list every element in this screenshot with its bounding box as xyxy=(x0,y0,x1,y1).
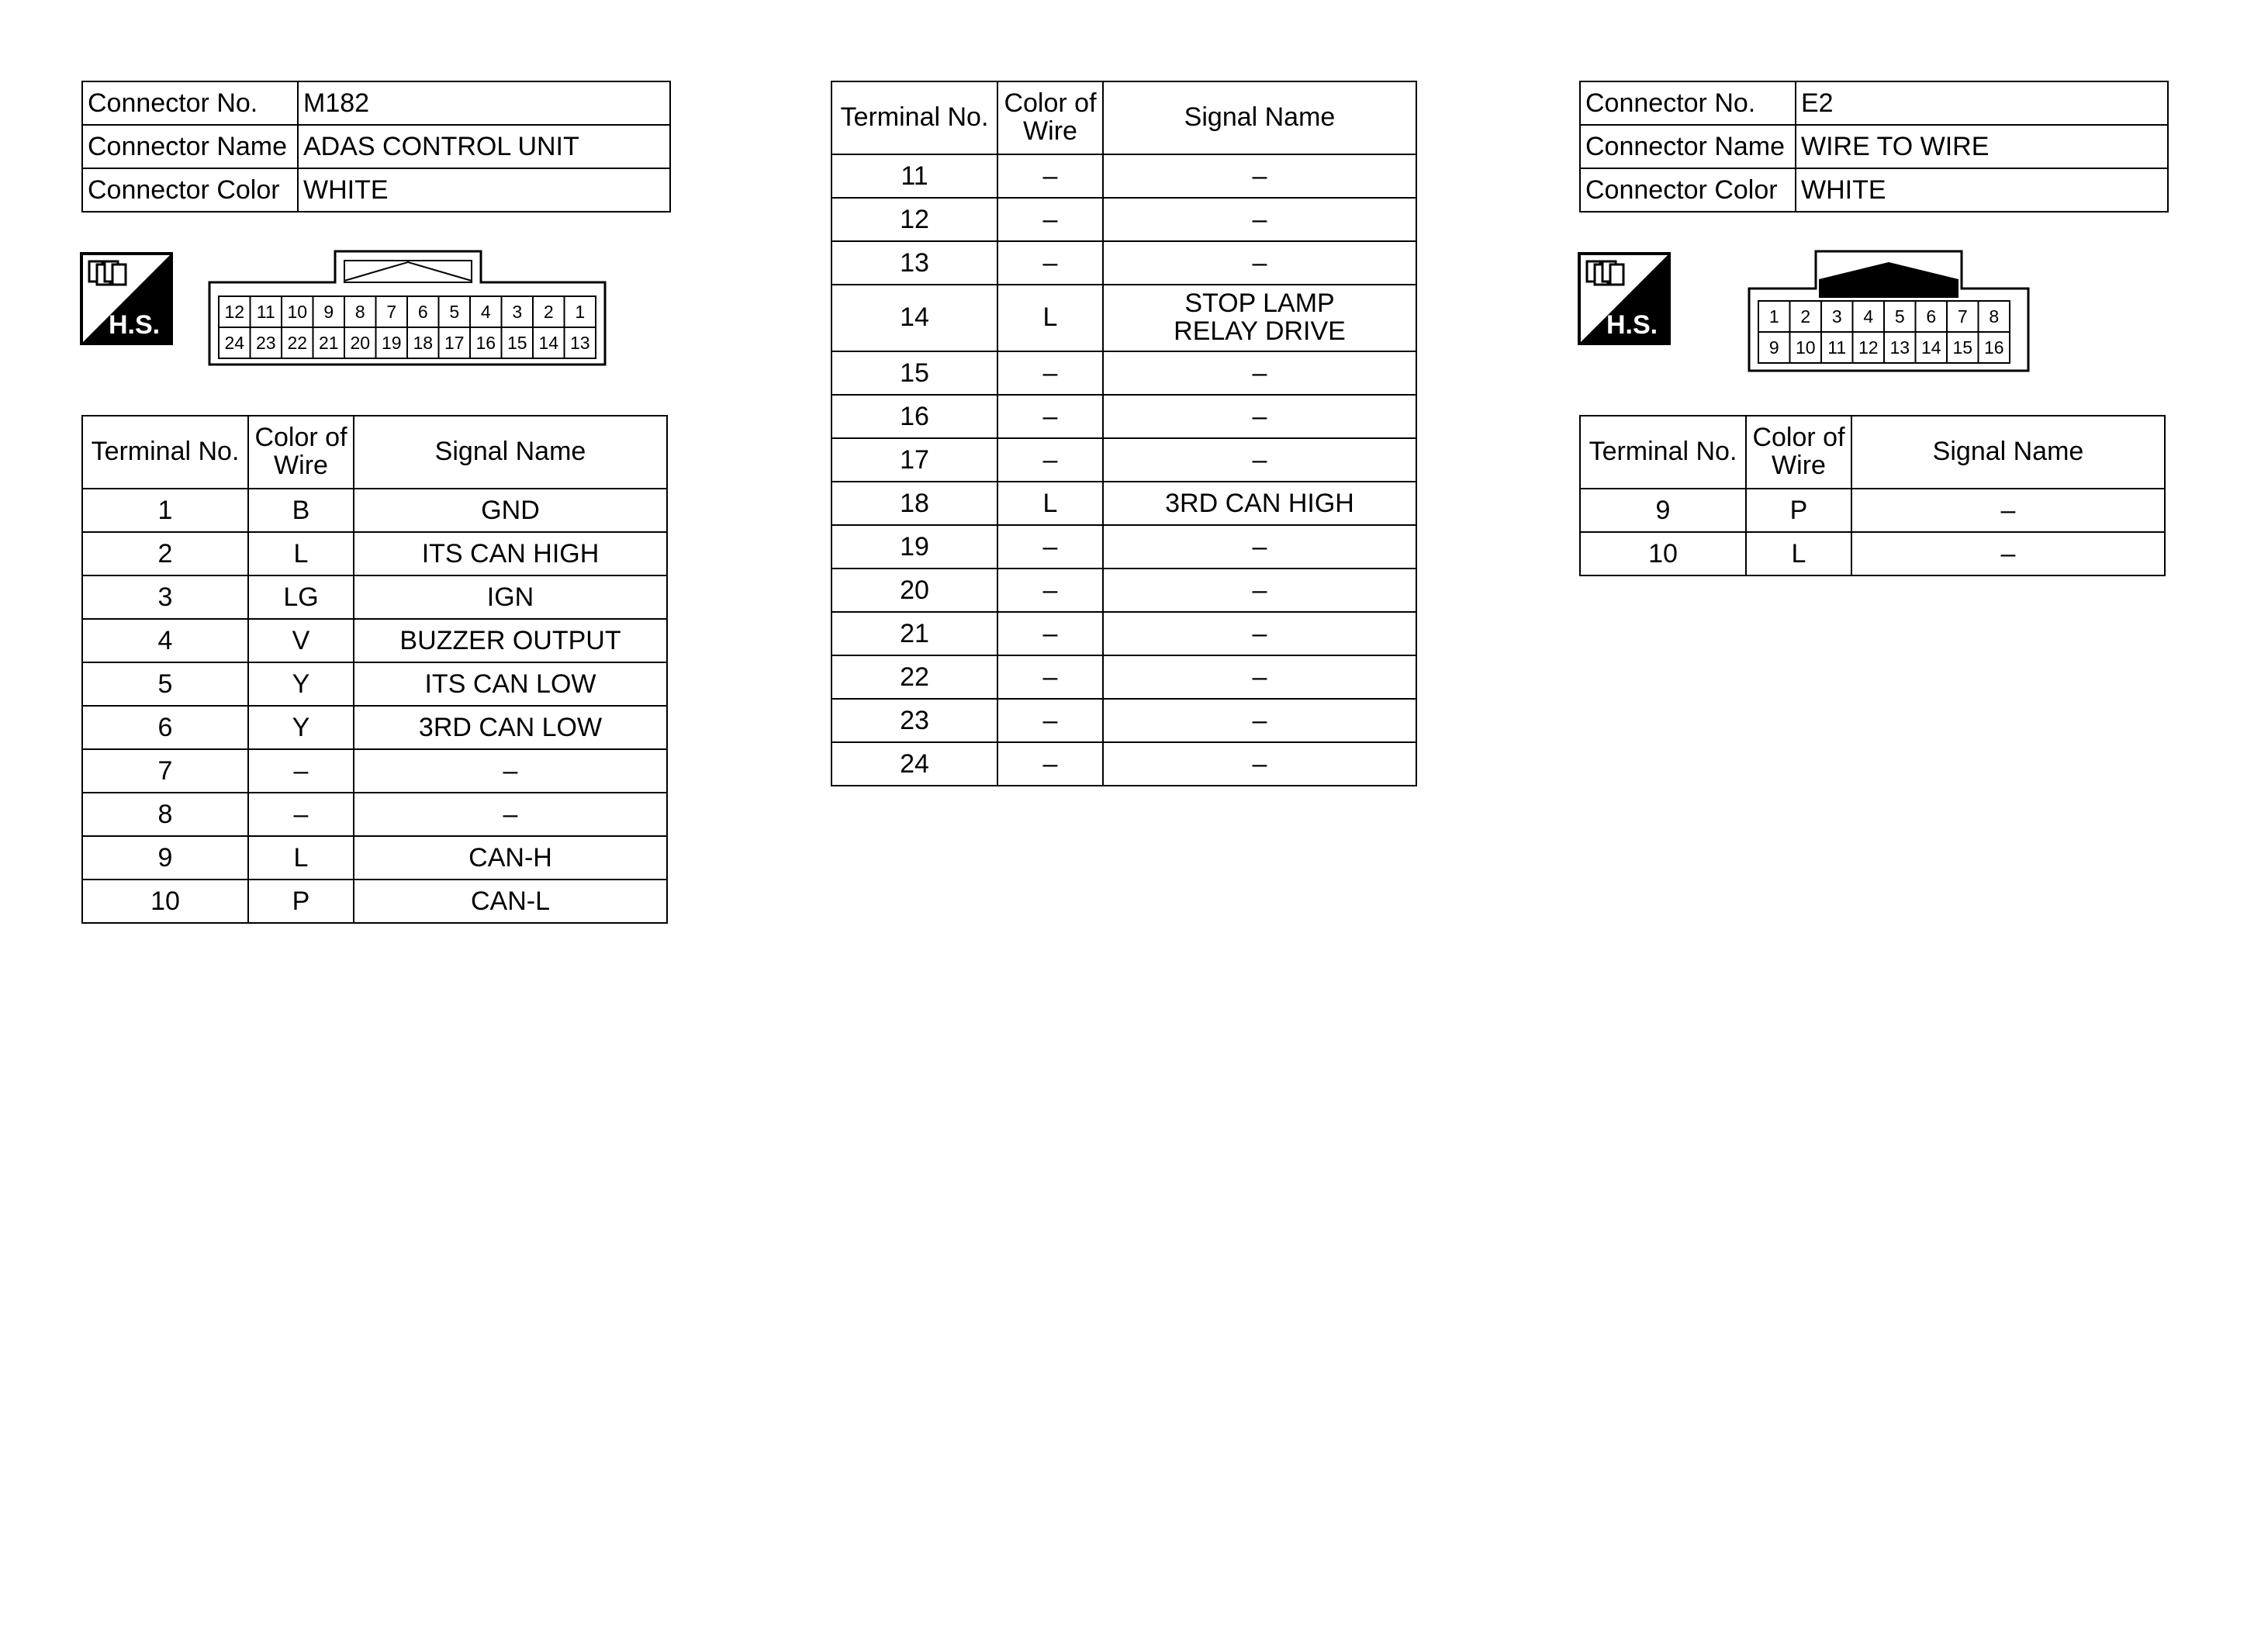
table-row xyxy=(831,351,1416,395)
color-of-wire-header xyxy=(1746,416,1851,489)
terminal-cell: 24 xyxy=(831,742,997,786)
table-row xyxy=(82,706,667,749)
connector-color-value: WHITE xyxy=(1796,168,2168,212)
table-row xyxy=(82,619,667,662)
wire-color-cell: – xyxy=(997,198,1103,241)
table-row xyxy=(82,749,667,793)
table-row xyxy=(831,285,1416,351)
color-of-wire-header xyxy=(997,81,1103,154)
pin-label: 2 xyxy=(543,302,554,322)
signal-cell: – xyxy=(1851,532,2165,575)
pin-label: 15 xyxy=(1952,337,1973,358)
wire-color-cell: LG xyxy=(248,575,354,619)
pin-label: 16 xyxy=(475,333,496,353)
signal-cell: CAN-H xyxy=(354,836,667,880)
table-row xyxy=(831,395,1416,438)
table-row xyxy=(831,612,1416,655)
terminal-cell: 19 xyxy=(831,525,997,569)
table-row xyxy=(831,655,1416,699)
table-row xyxy=(831,438,1416,482)
terminal-cell: 3 xyxy=(82,575,248,619)
table-row xyxy=(831,154,1416,198)
signal-name-header: Signal Name xyxy=(354,416,667,489)
terminal-cell: 13 xyxy=(831,241,997,285)
pin-label: 8 xyxy=(1989,306,2000,327)
connector-name-label: Connector Name xyxy=(82,125,298,168)
terminal-no-header: Terminal No. xyxy=(831,81,997,154)
terminal-cell: 2 xyxy=(82,532,248,575)
signal-cell: – xyxy=(1851,489,2165,532)
terminal-cell: 16 xyxy=(831,395,997,438)
table-row xyxy=(831,569,1416,612)
wire-color-cell: L xyxy=(248,532,354,575)
terminal-cell: 18 xyxy=(831,482,997,525)
signal-cell: – xyxy=(1103,351,1416,395)
connector-face-e2 xyxy=(1748,250,2035,374)
table-row xyxy=(831,241,1416,285)
table-row xyxy=(82,575,667,619)
pin-label: 20 xyxy=(350,333,371,353)
wire-color-cell: – xyxy=(997,569,1103,612)
signal-cell: IGN xyxy=(354,575,667,619)
terminal-cell: 22 xyxy=(831,655,997,699)
connector-name-value: ADAS CONTROL UNIT xyxy=(298,125,670,168)
harness-side-badge xyxy=(80,252,173,345)
signal-cell: – xyxy=(1103,198,1416,241)
color-of-label: Color of xyxy=(1004,88,1097,119)
pin-label: 22 xyxy=(287,333,308,353)
wire-color-cell: – xyxy=(997,154,1103,198)
connector-color-row xyxy=(82,168,670,212)
pin-grid xyxy=(1758,301,2010,363)
pin-label: 7 xyxy=(386,302,397,322)
wire-color-cell: – xyxy=(997,612,1103,655)
pin-label: 7 xyxy=(1957,306,1968,327)
pin-label: 24 xyxy=(224,333,245,353)
connector-no-row xyxy=(1580,81,2168,125)
wire-color-cell: – xyxy=(248,749,354,793)
terminal-table-header xyxy=(82,416,667,489)
terminal-cell: 9 xyxy=(1580,489,1746,532)
color-of-label: Color of xyxy=(1752,423,1845,453)
pin-label: 1 xyxy=(575,302,586,322)
terminal-cell: 20 xyxy=(831,569,997,612)
wire-label: Wire xyxy=(1772,451,1826,480)
table-row xyxy=(82,662,667,706)
wire-color-cell: – xyxy=(997,438,1103,482)
pin-label: 10 xyxy=(287,302,308,322)
table-row xyxy=(82,880,667,923)
connector-no-label: Connector No. xyxy=(1580,81,1796,125)
pin-label: 10 xyxy=(1795,337,1816,358)
signal-cell: CAN-L xyxy=(354,880,667,923)
signal-cell: – xyxy=(1103,655,1416,699)
signal-cell: – xyxy=(1103,395,1416,438)
wire-label: Wire xyxy=(274,451,328,480)
signal-cell xyxy=(1103,285,1416,351)
terminal-cell: 9 xyxy=(82,836,248,880)
terminal-cell: 11 xyxy=(831,154,997,198)
pin-label: 5 xyxy=(1894,306,1905,327)
harness-connector-icon xyxy=(1587,261,1623,285)
signal-name-header: Signal Name xyxy=(1851,416,2165,489)
signal-cell: – xyxy=(1103,742,1416,786)
color-of-label: Color of xyxy=(254,423,347,453)
terminal-cell: 14 xyxy=(831,285,997,351)
signal-cell: – xyxy=(1103,241,1416,285)
pin-label: 3 xyxy=(1831,306,1842,327)
terminal-cell: 17 xyxy=(831,438,997,482)
pin-label: 1 xyxy=(1768,306,1779,327)
pin-label: 14 xyxy=(538,333,559,353)
terminal-cell: 7 xyxy=(82,749,248,793)
wire-color-cell: B xyxy=(248,489,354,532)
terminal-table-m182 xyxy=(81,415,668,924)
signal-cell: 3RD CAN LOW xyxy=(354,706,667,749)
signal-line-1: STOP LAMP xyxy=(1184,289,1335,319)
wire-color-cell: L xyxy=(997,482,1103,525)
pin-label: 9 xyxy=(323,302,334,322)
wire-color-cell: – xyxy=(997,351,1103,395)
pin-label: 6 xyxy=(1926,306,1937,327)
pin-label: 18 xyxy=(413,333,434,353)
signal-cell: – xyxy=(354,749,667,793)
signal-cell: – xyxy=(1103,569,1416,612)
pin-label: 12 xyxy=(224,302,245,322)
connector-name-value: WIRE TO WIRE xyxy=(1796,125,2168,168)
pin-grid xyxy=(219,296,596,358)
pin-label: 2 xyxy=(1800,306,1811,327)
wire-color-cell: – xyxy=(248,793,354,836)
connector-name-row xyxy=(82,125,670,168)
signal-cell: 3RD CAN HIGH xyxy=(1103,482,1416,525)
terminal-cell: 5 xyxy=(82,662,248,706)
wire-color-cell: – xyxy=(997,241,1103,285)
signal-cell: – xyxy=(1103,699,1416,742)
table-row xyxy=(1580,489,2165,532)
pin-label: 8 xyxy=(354,302,365,322)
pin-label: 17 xyxy=(444,333,465,353)
wire-color-cell: – xyxy=(997,525,1103,569)
pin-label: 21 xyxy=(318,333,339,353)
connector-name-label: Connector Name xyxy=(1580,125,1796,168)
connector-color-label: Connector Color xyxy=(82,168,298,212)
signal-line-2: RELAY DRIVE xyxy=(1174,316,1346,346)
terminal-cell: 8 xyxy=(82,793,248,836)
hs-label: H.S. xyxy=(108,310,161,340)
connector-no-label: Connector No. xyxy=(82,81,298,125)
terminal-no-header: Terminal No. xyxy=(1580,416,1746,489)
color-of-wire-header xyxy=(248,416,354,489)
terminal-cell: 10 xyxy=(82,880,248,923)
harness-side-badge xyxy=(1578,252,1671,345)
pin-label: 3 xyxy=(512,302,523,322)
pin-label: 9 xyxy=(1768,337,1779,358)
terminal-cell: 4 xyxy=(82,619,248,662)
connector-no-value: E2 xyxy=(1796,81,2168,125)
terminal-cell: 12 xyxy=(831,198,997,241)
wire-color-cell: V xyxy=(248,619,354,662)
pin-label: 11 xyxy=(256,302,275,322)
wire-color-cell: Y xyxy=(248,706,354,749)
wire-color-cell: Y xyxy=(248,662,354,706)
connector-color-value: WHITE xyxy=(298,168,670,212)
table-row xyxy=(831,482,1416,525)
signal-cell: – xyxy=(354,793,667,836)
terminal-cell: 21 xyxy=(831,612,997,655)
wire-color-cell: – xyxy=(997,699,1103,742)
terminal-cell: 1 xyxy=(82,489,248,532)
terminal-cell: 15 xyxy=(831,351,997,395)
signal-cell: – xyxy=(1103,154,1416,198)
table-row xyxy=(831,699,1416,742)
pin-label: 23 xyxy=(255,333,276,353)
table-row xyxy=(831,525,1416,569)
signal-cell: ITS CAN HIGH xyxy=(354,532,667,575)
signal-cell: – xyxy=(1103,438,1416,482)
pin-label: 4 xyxy=(1863,306,1874,327)
connector-no-value: M182 xyxy=(298,81,670,125)
terminal-table-header xyxy=(1580,416,2165,489)
wire-color-cell: L xyxy=(1746,532,1851,575)
pin-label: 15 xyxy=(506,333,527,353)
harness-connector-icon xyxy=(89,261,126,285)
table-row xyxy=(82,793,667,836)
connector-color-label: Connector Color xyxy=(1580,168,1796,212)
pin-label: 19 xyxy=(381,333,402,353)
signal-cell: – xyxy=(1103,612,1416,655)
connector-no-row xyxy=(82,81,670,125)
pin-label: 16 xyxy=(1983,337,2004,358)
wire-color-cell: L xyxy=(248,836,354,880)
connector-info-table-e2 xyxy=(1579,81,2169,213)
wire-color-cell: P xyxy=(248,880,354,923)
signal-name-header: Signal Name xyxy=(1103,81,1416,154)
table-row xyxy=(82,489,667,532)
hs-label: H.S. xyxy=(1606,310,1658,340)
terminal-cell: 23 xyxy=(831,699,997,742)
connector-info-table-m182 xyxy=(81,81,671,213)
signal-cell: BUZZER OUTPUT xyxy=(354,619,667,662)
terminal-cell: 6 xyxy=(82,706,248,749)
connector-name-row xyxy=(1580,125,2168,168)
terminal-table-header xyxy=(831,81,1416,154)
pin-label: 4 xyxy=(480,302,491,322)
table-row xyxy=(1580,532,2165,575)
pin-label: 14 xyxy=(1920,337,1941,358)
pin-label: 5 xyxy=(449,302,460,322)
signal-cell: – xyxy=(1103,525,1416,569)
wire-color-cell: – xyxy=(997,395,1103,438)
wire-label: Wire xyxy=(1023,116,1077,146)
pin-label: 6 xyxy=(417,302,428,322)
signal-cell: GND xyxy=(354,489,667,532)
pin-label: 11 xyxy=(1827,337,1847,358)
table-row xyxy=(82,836,667,880)
terminal-table-m182-continued xyxy=(831,81,1417,786)
pin-label: 12 xyxy=(1858,337,1879,358)
wire-color-cell: P xyxy=(1746,489,1851,532)
terminal-table-e2 xyxy=(1579,415,2166,576)
table-row xyxy=(831,742,1416,786)
table-row xyxy=(82,532,667,575)
wire-color-cell: L xyxy=(997,285,1103,351)
table-row xyxy=(831,198,1416,241)
terminal-no-header: Terminal No. xyxy=(82,416,248,489)
connector-face-m182 xyxy=(208,250,611,368)
signal-cell: ITS CAN LOW xyxy=(354,662,667,706)
pin-label: 13 xyxy=(569,333,590,353)
terminal-cell: 10 xyxy=(1580,532,1746,575)
wire-color-cell: – xyxy=(997,655,1103,699)
pin-label: 13 xyxy=(1889,337,1910,358)
connector-color-row xyxy=(1580,168,2168,212)
wire-color-cell: – xyxy=(997,742,1103,786)
